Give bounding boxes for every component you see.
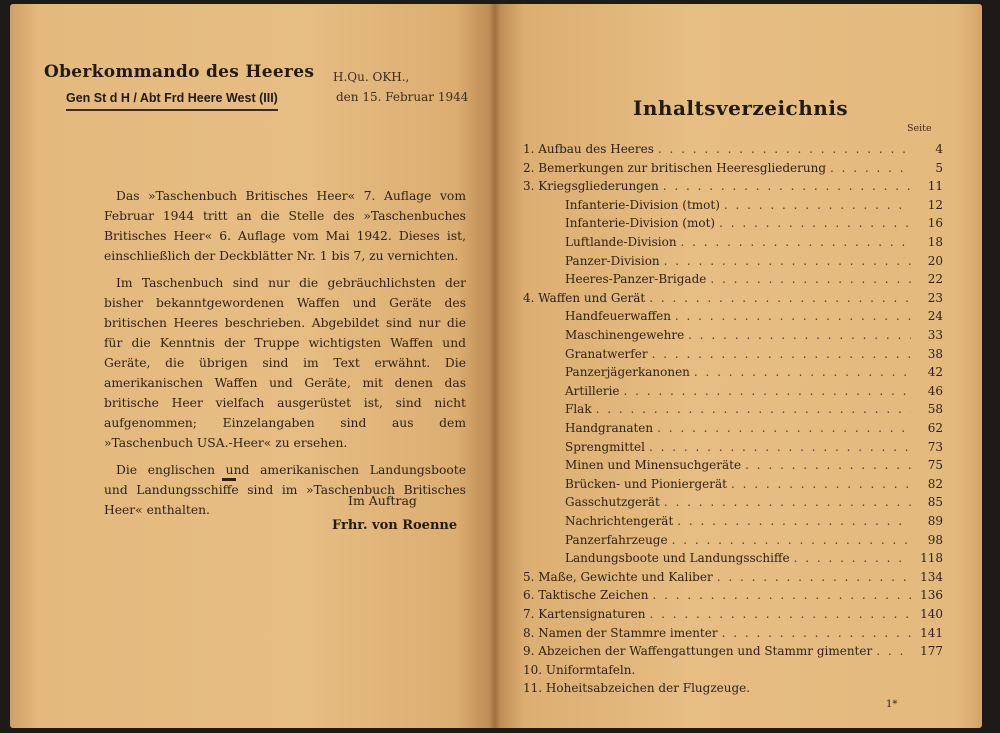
toc-entry [523,440,943,458]
toc-entry [523,161,943,179]
toc-leader-dots [664,254,911,268]
toc-entry [523,142,943,160]
toc-entry-label: Gasschutzgerät [565,495,660,510]
toc-entry [523,607,943,625]
toc-leader-dots [624,384,911,398]
toc-leader-dots [675,309,911,323]
toc-entry-page: 136 [920,588,943,603]
toc-leader-dots [745,458,911,472]
toc-leader-dots [664,495,911,509]
toc-entry-label: 7. Kartensignaturen [523,607,646,621]
toc-leader-dots [653,588,911,602]
toc-entry-page: 33 [927,328,943,342]
toc-entry-label: 9. Abzeichen der Waffengattungen und Stammr gimenter [523,644,873,659]
toc-entry-label: Luftlande-Division [565,235,677,249]
toc-entry-label: 6. Taktische Zeichen [523,588,649,603]
toc-entry-label: Panzer-Division [565,253,660,268]
toc-leader-dots [649,607,911,621]
toc-entry-label: Landungsboote und Landungsschiffe [565,551,790,566]
toc-entry-page: 23 [927,290,943,305]
toc-entry-page: 24 [927,309,943,324]
preface-paragraph-1: Das »Taschenbuch Britisches Heer« 7. Auflage vom Februar 1944 tritt an die Stelle des »Taschenbuches Britisches Heer« 6. Auflage vom Mai 1942. Dieses ist, einschließlich der Deckblätter Nr. 1 bis 7, zu vernichten. [104,189,466,263]
toc-entry-page: 58 [927,402,943,417]
toc-leader-dots [830,161,911,175]
toc-entry [523,626,943,644]
toc-entry [523,235,943,253]
toc-leader-dots [794,551,911,565]
toc-entry-page: 18 [927,235,943,249]
toc-entry [523,477,943,495]
toc-entry-page: 5 [935,160,943,175]
toc-entry-page: 38 [927,346,943,361]
toc-leader-dots [596,402,911,416]
toc-entry [523,347,943,365]
toc-entry [523,198,943,216]
toc-entry-page: 118 [920,551,943,566]
toc-entry [523,309,943,327]
toc-entry-label: Minen und Minensuchgeräte [565,458,742,473]
toc-entry-label: Nachrichtengerät [565,514,674,528]
toc-entry-page: 22 [927,272,943,287]
toc-entry [523,551,943,569]
toc-entry-label: Flak [565,402,592,417]
toc-title: Inhaltsverzeichnis [633,96,849,120]
toc-leader-dots [657,421,911,435]
toc-leader-dots [876,644,911,658]
toc-entry [523,588,943,606]
toc-entry-label: 2. Bemerkungen zur britischen Heeresgliederung [523,160,827,175]
toc-entry-label: Infanterie-Division (tmot) [565,197,720,212]
toc-leader-dots [649,291,911,305]
toc-leader-dots [688,328,911,342]
preface-paragraph-3: Die englischen und amerikanischen Landungsboote und Landungsschiffe sind im »Taschenbuch Britisches Heer« enthalten. [104,463,466,517]
toc-entry-label: 1. Aufbau des Heeres [523,142,654,156]
toc-entry-page: 4 [935,142,943,156]
book-gutter [489,4,501,728]
toc-leader-dots [694,365,911,379]
toc-entry-label: Handfeuerwaffen [565,309,671,324]
toc-leader-dots [649,440,911,454]
toc-entry-page: 12 [927,197,943,212]
toc-leader-dots [719,216,911,230]
toc-entry [523,663,943,681]
toc-entry-label: Handgranaten [565,421,654,435]
toc-leader-dots [652,347,911,361]
toc-entry-page: 177 [920,644,943,659]
toc-entry [523,644,943,662]
page-signature-mark: 1* [886,699,898,710]
toc-entry-page: 89 [927,514,943,528]
toc-entry-label: Sprengmittel [565,439,645,454]
toc-leader-dots [677,514,911,528]
toc-leader-dots [681,235,911,249]
toc-entry-page: 75 [927,458,943,473]
toc-leader-dots [672,533,911,547]
toc-entry [523,421,943,439]
toc-entry-label: Maschinengewehre [565,328,685,342]
toc-entry-label: 11. Hoheitsabzeichen der Flugzeuge. [523,681,751,696]
header-date: den 15. Februar 1944 [336,90,469,104]
toc-entry-page: 20 [927,253,943,268]
toc-entry-page: 98 [927,532,943,547]
toc-page-column-label: Seite [907,123,932,134]
toc-leader-dots [731,477,911,491]
toc-entry [523,272,943,290]
toc-leader-dots [710,272,911,286]
toc-entry-page: 85 [927,495,943,510]
toc-entry-label: 8. Namen der Stammre imenter [523,625,718,640]
toc-entry-label: Panzerjägerkanonen [565,365,690,380]
toc-entry-label: 10. Uniformtafeln. [523,662,636,677]
toc-entry-page: 62 [927,421,943,435]
header-unit: Gen St d H / Abt Frd Heere West (III) [66,91,278,111]
toc-leader-dots [722,626,911,640]
toc-entry-label: 4. Waffen und Gerät [523,290,646,305]
toc-entry-page: 16 [927,216,943,231]
toc-entry [523,458,943,476]
toc-leader-dots [663,179,911,193]
toc-leader-dots [717,570,911,584]
toc-entry-page: 73 [927,439,943,454]
toc-leader-dots [724,198,911,212]
toc-entry [523,570,943,588]
toc-entry-page: 82 [927,476,943,491]
toc-entry [523,328,943,346]
toc-entry [523,291,943,309]
toc-entry-label: 5. Maße, Gewichte und Kaliber [523,569,713,584]
toc-entry-label: Panzerfahrzeuge [565,532,668,547]
toc-entry-page: 42 [927,365,943,380]
toc-entry [523,514,943,532]
preface-text [104,186,466,527]
toc-entry-page: 46 [927,383,943,398]
toc-entry-page: 141 [920,625,943,640]
toc-entry-page: 134 [920,569,943,584]
toc-entry [523,402,943,420]
toc-entry [523,254,943,272]
toc-entry [523,681,943,699]
toc-entry-label: Infanterie-Division (mot) [565,216,716,231]
signature-name: Frhr. von Roenne [332,518,458,533]
toc-entry-label: 3. Kriegsgliederungen [523,179,659,194]
toc-entry [523,216,943,234]
toc-entry [523,533,943,551]
toc-entry [523,384,943,402]
toc-entry-label: Heeres-Panzer-Brigade [565,272,707,287]
header-headquarters: H.Qu. OKH., [333,70,410,84]
preface-paragraph-2: Im Taschenbuch sind nur die gebräuchlichsten der bisher bekanntgewordenen Waffen und Geräte des britischen Heeres beschrieben. Abgebildet sind nur die für die Kenntnis der Truppe wichtigsten Waffen und Geräte, die übrigen sind im Text erwähnt. Die amerikanischen Waffen und Geräte, mit denen das britische Heer vielfach ausgerüstet ist, sind nicht aufgenommen; Einzelangaben sind aus dem »Taschenbuch USA.-Heer« zu ersehen. [104,276,466,450]
toc-leader-dots [658,142,911,156]
toc-entry-page: 140 [920,607,943,621]
toc-entry-label: Brücken- und Pioniergerät [565,476,727,491]
signature-on-behalf: Im Auftrag [348,493,417,508]
toc-entry [523,365,943,383]
header-organization: Oberkommando des Heeres [44,62,315,82]
toc-entry [523,179,943,197]
toc-entry-label: Artillerie [565,383,620,398]
toc-entry-page: 11 [927,179,943,194]
toc-entry-label: Granatwerfer [565,346,648,361]
separator-dash [222,478,236,481]
toc-entry [523,495,943,513]
